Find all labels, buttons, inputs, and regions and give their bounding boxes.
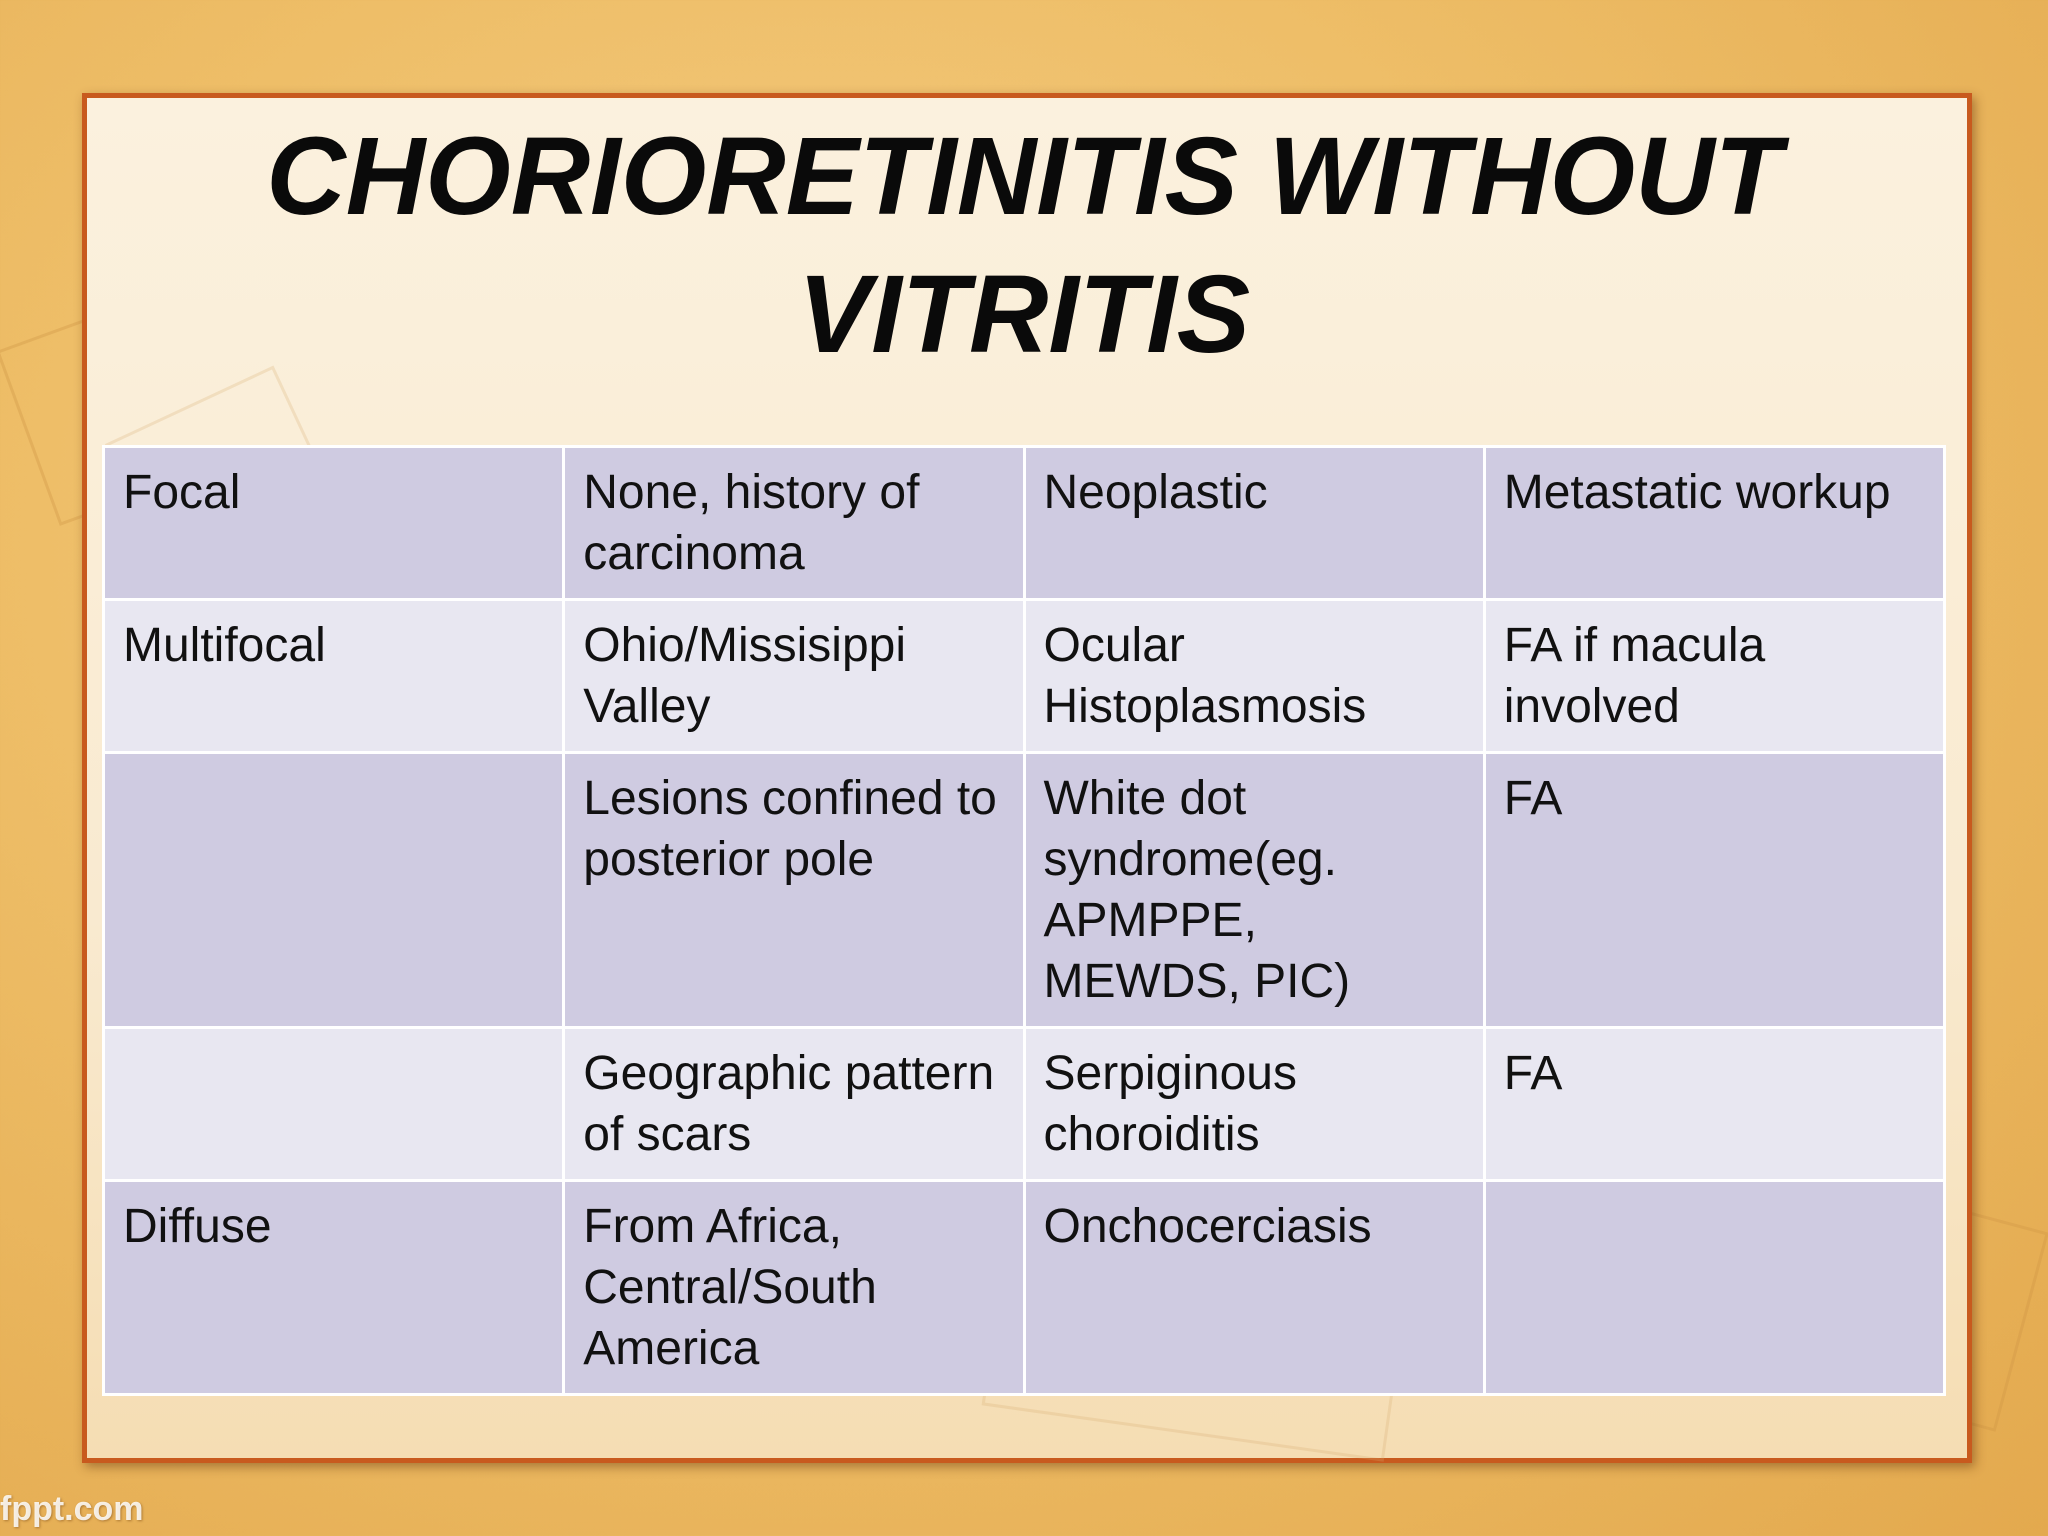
table-cell: White dot syndrome(eg. APMPPE, MEWDS, PIC) <box>1024 753 1484 1028</box>
table-cell: Lesions confined to posterior pole <box>564 753 1024 1028</box>
table-cell: Focal <box>104 447 564 600</box>
table-cell: From Africa, Central/South America <box>564 1181 1024 1395</box>
table-cell: Diffuse <box>104 1181 564 1395</box>
table-cell <box>1484 1181 1944 1395</box>
table-cell: None, history of carcinoma <box>564 447 1024 600</box>
table-row <box>104 1028 1945 1181</box>
table-cell: Metastatic workup <box>1484 447 1944 600</box>
table-cell: Multifocal <box>104 600 564 753</box>
table-cell: FA <box>1484 1028 1944 1181</box>
table-cell <box>104 1028 564 1181</box>
table-cell: FA if macula involved <box>1484 600 1944 753</box>
table-row <box>104 600 1945 753</box>
table-cell: Geographic pattern of scars <box>564 1028 1024 1181</box>
table-row <box>104 753 1945 1028</box>
table-cell <box>104 753 564 1028</box>
table-cell: Serpiginous choroiditis <box>1024 1028 1484 1181</box>
table-cell: Onchocerciasis <box>1024 1181 1484 1395</box>
slide-title-line-1: CHORIORETINITIS WITHOUT <box>266 115 1782 238</box>
table-cell: Neoplastic <box>1024 447 1484 600</box>
table-row <box>104 447 1945 600</box>
table-cell: FA <box>1484 753 1944 1028</box>
slide-title <box>0 108 2048 384</box>
table-cell: Ohio/Missisippi Valley <box>564 600 1024 753</box>
table-row <box>104 1181 1945 1395</box>
slide-title-line-2: VITRITIS <box>797 253 1251 376</box>
table-cell: Ocular Histoplasmosis <box>1024 600 1484 753</box>
watermark: fppt.com <box>0 1490 144 1528</box>
diagnosis-table <box>102 445 1946 1396</box>
